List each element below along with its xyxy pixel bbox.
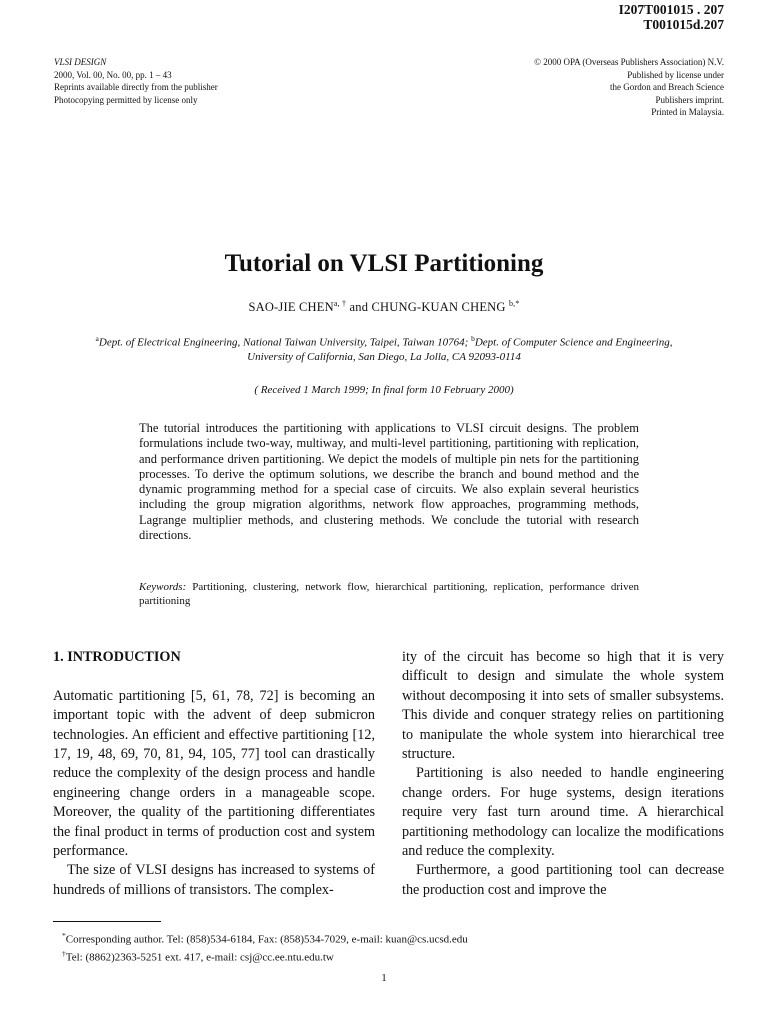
document-reference-code <box>619 2 724 32</box>
copyright-line: © 2000 OPA (Overseas Publishers Association) N.V. <box>534 57 724 67</box>
footnote-corresponding-author <box>62 929 468 947</box>
body-paragraph: Furthermore, a good partitioning tool can decrease the production cost and improve the <box>402 862 724 898</box>
footnotes <box>62 929 468 964</box>
footnote-divider <box>53 921 161 922</box>
journal-header <box>54 56 218 106</box>
author-conjunction: and <box>346 300 372 315</box>
reference-code-line-2: T001015d.207 <box>643 17 724 32</box>
affiliation-a: Dept. of Electrical Engineering, National Taiwan University, Taipei, Taiwan 10764; <box>98 336 472 349</box>
paper-title: Tutorial on VLSI Partitioning <box>224 250 544 277</box>
printed-line: Printed in Malaysia. <box>651 107 724 117</box>
affiliation-a-mark: a <box>95 334 99 343</box>
reprints-note: Reprints available directly from the publisher <box>54 82 218 92</box>
author-2-name: CHUNG-KUAN CHENG <box>371 300 509 315</box>
author-2-affiliation-mark: b,* <box>508 299 520 308</box>
imprint-line: Publishers imprint. <box>655 94 724 105</box>
keywords <box>139 580 639 608</box>
author-1-name: SAO-JIE CHEN <box>248 300 334 315</box>
license-line: Published by license under <box>627 69 724 80</box>
affiliation-b: Dept. of Computer Science and Engineering, University of California, San Diego, La Jolla, CA 92093-0114 <box>247 336 673 363</box>
author-list <box>0 299 768 315</box>
footnote-text: Tel: (8862)2363-5251 ext. 417, e-mail: csj@cc.ee.ntu.edu.tw <box>65 951 334 964</box>
body-paragraph: The size of VLSI designs has increased to systems of hundreds of millions of transistors. The complex- <box>53 862 375 898</box>
body-paragraph: ity of the circuit has become so high that it is very difficult to design and simulate the whole system without decomposing it into sets of smaller subsystems. This divide and conquer strategy relies on partitioning to manipulate the whole system into hierarchical tree structure. <box>402 649 724 763</box>
keywords-label: Keywords: <box>139 581 187 593</box>
abstract: The tutorial introduces the partitioning with applications to VLSI circuit designs. The problem formulations include two-way, multiway, and multi-level partitioning, partitioning with replication, and performance driven partitioning. We depict the models of multiple pin nets for the partitioning processes. To derive the optimum solutions, we describe the branch and bound method and the dynamic programming method for a special case of circuits. We also explain several heuristics including the group migration algorithms, network flow approaches, programming methods, Lagrange multiplier methods, and clustering methods. We conclude the tutorial with research directions. <box>139 421 639 543</box>
footnote-mark: † <box>62 948 66 958</box>
body-paragraph: Automatic partitioning [5, 61, 78, 72] is becoming an important topic with the advent of deep submicron technologies. An efficient and effective partitioning [12, 17, 19, 48, 69, 70, 81, 94, 105, 77] tool can drastically reduce the complexity of the design process and handle engineering change orders in a manageable scope. Moreover, the quality of the partitioning differentiates the final product in terms of production cost and system performance. <box>53 687 375 860</box>
affiliation-b-mark: b <box>471 334 475 343</box>
footnote-second-author <box>62 947 468 965</box>
page-number: 1 <box>381 972 387 984</box>
author-1-affiliation-mark: a, † <box>333 299 347 308</box>
body-column-left <box>53 648 375 900</box>
body-column-right <box>402 648 724 900</box>
section-heading: 1. INTRODUCTION <box>53 649 181 665</box>
journal-name: VLSI DESIGN <box>54 57 107 67</box>
photocopy-note: Photocopying permitted by license only <box>54 94 198 105</box>
keywords-text: Partitioning, clustering, network flow, hierarchical partitioning, replication, performance driven partitioning <box>139 581 639 607</box>
affiliations <box>80 332 688 364</box>
reference-code-line-1: I207T001015 . 207 <box>618 2 724 17</box>
publisher-header <box>534 56 724 119</box>
received-dates: ( Received 1 March 1999; In final form 10 February 2000) <box>254 384 514 396</box>
journal-volume: 2000, Vol. 00, No. 00, pp. 1 – 43 <box>54 69 172 80</box>
footnote-text: Corresponding author. Tel: (858)534-6184, Fax: (858)534-7029, e-mail: kuan@cs.ucsd.edu <box>65 933 468 946</box>
body-paragraph: Partitioning is also needed to handle engineering change orders. For huge systems, design iterations require very fast turn around time. A hierarchical partitioning methodology can localize the modifications and reduce the complexity. <box>402 765 724 860</box>
footnote-mark: * <box>62 931 66 940</box>
publisher-line: the Gordon and Breach Science <box>610 82 724 92</box>
